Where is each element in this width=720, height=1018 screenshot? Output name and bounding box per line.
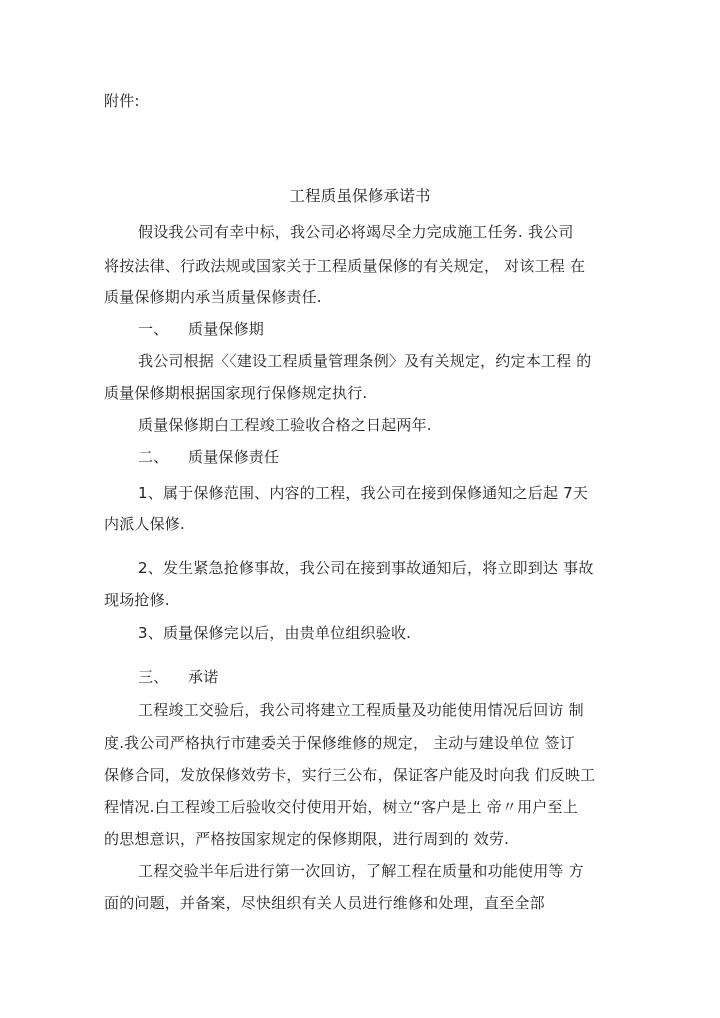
paragraph-line: 2、发生紧急抢修事故，我公司在接到事故通知后，将立即到达 事故 bbox=[138, 559, 594, 577]
paragraph-line: 内派人保修. bbox=[104, 515, 185, 533]
section-number: 二、 bbox=[138, 448, 169, 466]
section-number: 三、 bbox=[138, 668, 169, 686]
paragraph-line: 3、质量保修完以后，由贵单位组织验收. bbox=[138, 624, 412, 642]
paragraph-line: 我公司根据〈〈建设工程质量管理条例〉及有关规定，约定本工程 的 bbox=[138, 352, 592, 370]
document-title: 工程质虽保修承诺书 bbox=[289, 187, 431, 205]
section-title: 质量保修责任 bbox=[188, 448, 280, 466]
section-title: 承诺 bbox=[188, 668, 219, 686]
paragraph-line: 度.我公司严格执行市建委关于保修维修的规定， 主动与建设单位 签订 bbox=[104, 734, 575, 752]
paragraph-line: 的思想意识，严格按国家规定的保修期限，进行周到的 效劳. bbox=[104, 830, 510, 848]
paragraph-line: 工程竣工交验后，我公司将建立工程质量及功能使用情况后回访 制 bbox=[138, 701, 584, 719]
paragraph-line: 假设我公司有幸中标，我公司必将竭尽全力完成施工任务. 我公司 bbox=[138, 223, 574, 241]
section-heading-1 bbox=[138, 319, 264, 339]
paragraph-line: 现场抢修. bbox=[104, 591, 170, 609]
paragraph-line: 质量保修期内承当质量保修责任. bbox=[104, 288, 322, 306]
section-title: 质量保修期 bbox=[188, 320, 265, 338]
section-heading-3 bbox=[138, 667, 218, 687]
paragraph-line: 质量保修期白工程竣工验收合格之日起两年. bbox=[138, 416, 432, 434]
paragraph-line: 1、属于保修范围、内容的工程，我公司在接到保修通知之后起 7天 bbox=[138, 484, 589, 502]
attachment-label: 附件: bbox=[104, 92, 140, 110]
paragraph-line: 工程交验半年后进行第一次回访，了解工程在质量和功能使用等 方 bbox=[138, 862, 584, 880]
section-number: 一、 bbox=[138, 320, 169, 338]
section-heading-2 bbox=[138, 447, 279, 467]
paragraph-line: 面的问题，并备案，尽快组织有关人员进行维修和处理，直至全部 bbox=[104, 894, 545, 912]
paragraph-line: 将按法律、行政法规或国家关于工程质量保修的有关规定， 对该工程 在 bbox=[104, 257, 586, 275]
paragraph-line: 质量保修期根据国家现行保修规定执行. bbox=[104, 384, 368, 402]
paragraph-line: 保修合同，发放保修效劳卡，实行三公布，保证客户能及时向我 们反映工 bbox=[104, 766, 596, 784]
paragraph-line: 程情况.白工程竣工后验收交付使用开始，树立“客户是上 帝〃用户至上 bbox=[104, 798, 578, 816]
